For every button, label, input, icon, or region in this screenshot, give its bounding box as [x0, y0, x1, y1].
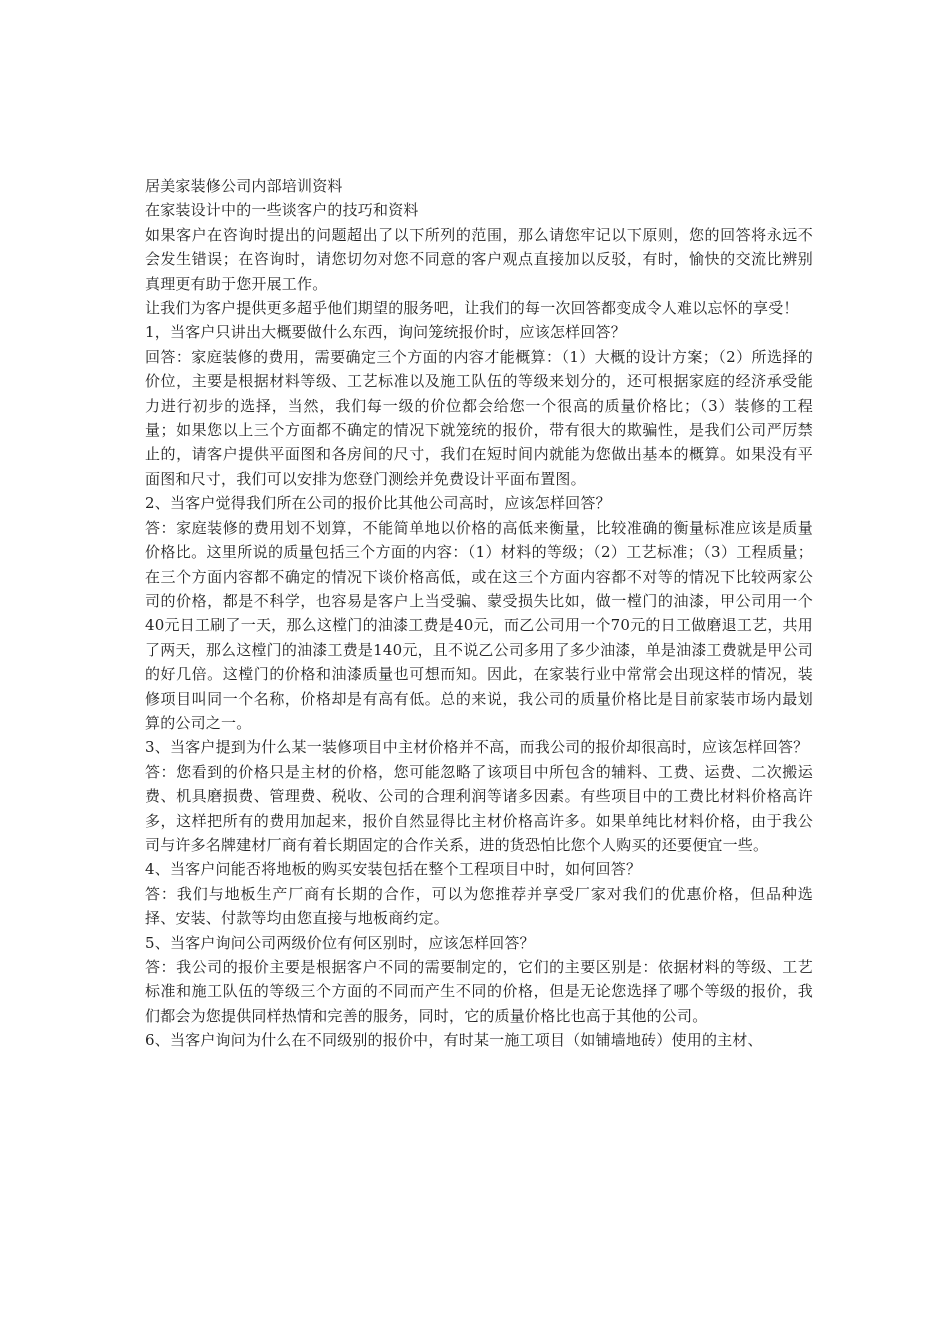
answer-1: 回答：家庭装修的费用，需要确定三个方面的内容才能概算：（1）大概的设计方案；（2）所选择的价位，主要是根据材料等级、工艺标准以及施工队伍的等级来划分的，还可根据家庭的经济承受能力进行初步的选择，当然，我们每一级的价位都会给您一个很高的质量价格比；（3）装修的工程量；如果您以上三个方面都不确定的情况下就笼统的报价，带有很大的欺骗性，是我们公司严厉禁止的，请客户提供平面图和各房间的尺寸，我们在短时间内就能为您做出基本的概算。如果没有平面图和尺寸，我们可以安排为您登门测绘并免费设计平面布置图。 [145, 347, 813, 488]
answer-3: 答：您看到的价格只是主材的价格，您可能忽略了该项目中所包含的辅料、工费、运费、二次搬运费、机具磨损费、管理费、税收、公司的合理利润等诸多因素。有些项目中的工费比材料价格高许多，这样把所有的费用加起来，报价自然显得比主材价格高许多。如果单纯比材料价格，由于我公司与许多名牌建材厂商有着长期固定的合作关系，进的货恐怕比您个人购买的还要便宜一些。 [145, 762, 813, 854]
question-3: 3、当客户提到为什么某一装修项目中主材价格并不高，而我公司的报价却很高时，应该怎样回答？ [145, 738, 809, 757]
question-1: 1，当客户只讲出大概要做什么东西，询问笼统报价时，应该怎样回答？ [145, 323, 626, 342]
question-2: 2、当客户觉得我们所在公司的报价比其他公司高时，应该怎样回答？ [145, 494, 611, 513]
answer-4: 答：我们与地板生产厂商有长期的合作，可以为您推荐并享受厂家对我们的优惠价格，但品种选择、安装、付款等均由您直接与地板商约定。 [145, 884, 813, 928]
answer-2: 答：家庭装修的费用划不划算，不能简单地以价格的高低来衡量，比较准确的衡量标准应该是质量价格比。这里所说的质量包括三个方面的内容：（1）材料的等级；（2）工艺标准；（3）工程质量；在三个方面内容都不确定的情况下谈价格高低，或在这三个方面内容都不对等的情况下比较两家公司的价格，都是不科学，也容易是客户上当受骗、蒙受损失比如，做一樘门的油漆，甲公司用一个40元日工刷了一天，那么这樘门的油漆工费是40元，而乙公司用一个70元的日工做磨退工艺，共用了两天，那么这樘门的油漆工费是140元，且不说乙公司多用了多少油漆，单是油漆工费就是甲公司的好几倍。这樘门的价格和油漆质量也可想而知。因此，在家装行业中常常会出现这样的情况，装修项目叫同一个名称，价格却是有高有低。总的来说，我公司的质量价格比是目前家装市场内最划算的公司之一。 [145, 518, 813, 732]
intro-paragraph: 如果客户在咨询时提出的问题超出了以下所列的范围，那么请您牢记以下原则，您的回答将永远不会发生错误；在咨询时，请您切勿对您不同意的客户观点直接加以反驳，有时，愉快的交流比辨别真理更有助于您开展工作。 [145, 225, 813, 293]
document-title: 居美家装修公司内部培训资料 [145, 177, 343, 195]
question-6: 6、当客户询问为什么在不同级别的报价中，有时某一施工项目（如铺墙地砖）使用的主材、 [145, 1031, 763, 1050]
intro-paragraph: 让我们为客户提供更多超乎他们期望的服务吧，让我们的每一次回答都变成令人难以忘怀的享受！ [145, 299, 799, 318]
answer-5: 答：我公司的报价主要是根据客户不同的需要制定的，它们的主要区别是：依据材料的等级、工艺标准和施工队伍的等级三个方面的不同而产生不同的价格，但是无论您选择了哪个等级的报价，我们都会为您提供同样热情和完善的服务，同时，它的质量价格比也高于其他的公司。 [145, 958, 813, 1025]
document-subtitle: 在家装设计中的一些谈客户的技巧和资料 [145, 201, 419, 220]
document-page [145, 174, 813, 1053]
question-5: 5、当客户询问公司两级价位有何区别时，应该怎样回答？ [145, 933, 535, 952]
question-4: 4、当客户问能否将地板的购买安装包括在整个工程项目中时，如何回答？ [145, 860, 642, 879]
